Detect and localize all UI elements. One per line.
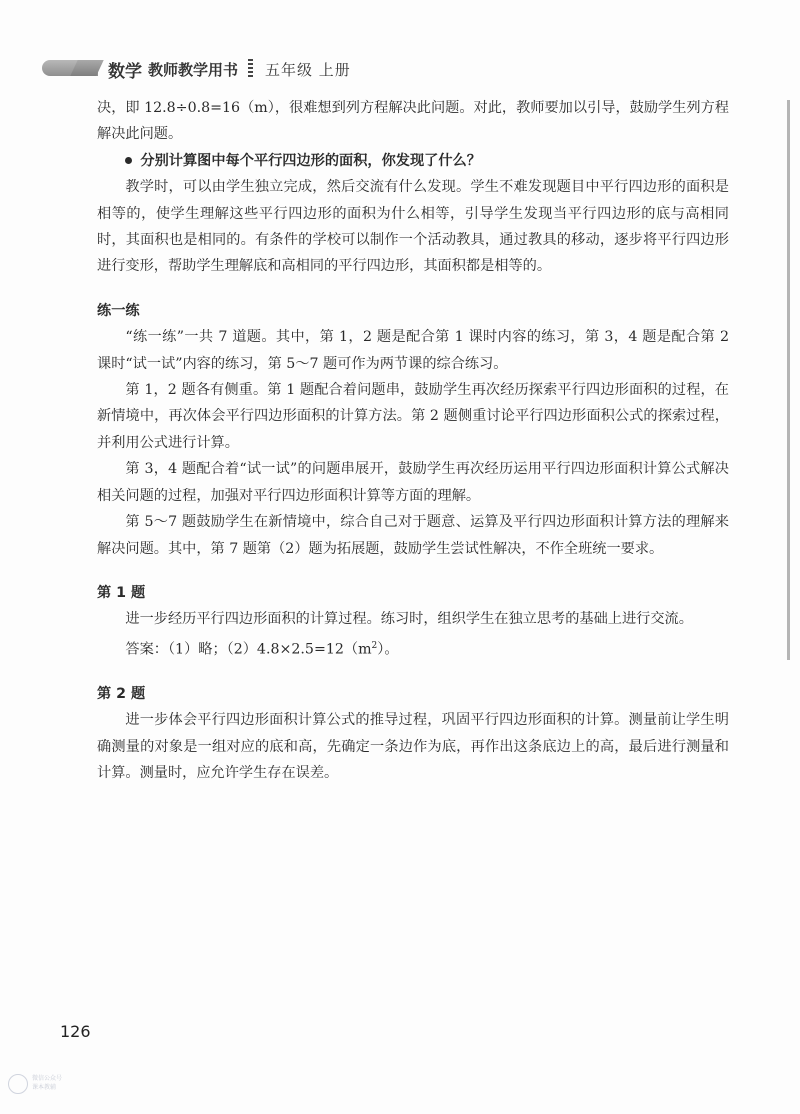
watermark-logo-icon xyxy=(8,1074,28,1094)
paragraph: 决，即 12.8÷0.8=16（m），很难想到列方程解决此问题。对此，教师要加以引导，鼓励学生列方程解决此问题。 xyxy=(97,100,729,143)
answer-text: 答案：（1）略；（2）4.8×2.5=12（m xyxy=(125,641,372,658)
section-heading-question-1: 第 1 题 xyxy=(97,584,146,601)
bullet-text: 分别计算图中每个平行四边形的面积，你发现了什么？ xyxy=(140,152,481,169)
watermark xyxy=(8,1072,88,1102)
watermark-text: 微信公众号 课本教辅 xyxy=(32,1075,63,1091)
running-header xyxy=(108,58,351,80)
page-number: 126 xyxy=(60,1022,91,1041)
answer-suffix: ）。 xyxy=(377,641,399,658)
bullet-icon xyxy=(125,157,132,164)
answer-superscript: 2 xyxy=(371,640,378,651)
header-separator xyxy=(248,59,253,79)
paragraph: 进一步经历平行四边形面积的计算过程。练习时，组织学生在独立思考的基础上进行交流。 xyxy=(125,611,693,628)
margin-rule xyxy=(787,100,790,660)
bullet-question xyxy=(97,148,729,174)
section-heading-practice: 练一练 xyxy=(97,302,140,319)
paragraph: 第 1，2 题各有侧重。第 1 题配合着问题串，鼓励学生再次经历探索平行四边形面积的过程，在新情境中，再次体会平行四边形面积的计算方法。第 2 题侧重讨论平行四边形面积公式的探索过程，并利用公式进行计算。 xyxy=(97,382,729,451)
header-grade: 五年级 上册 xyxy=(265,60,351,79)
header-decoration-cap xyxy=(70,60,103,76)
paragraph: 第 5～7 题鼓励学生在新情境中，综合自己对于题意、运算及平行四边形面积计算方法的理解来解决问题。其中，第 7 题第（2）题为拓展题，鼓励学生尝试性解决，不作全班统一要求。 xyxy=(97,514,729,557)
paragraph: “练一练”一共 7 道题。其中，第 1，2 题是配合第 1 课时内容的练习，第 3，4 题是配合第 2 课时“试一试”内容的练习，第 5～7 题可作为两节课的综合练习。 xyxy=(97,329,729,372)
section-heading-question-2: 第 2 题 xyxy=(97,685,146,702)
page-body xyxy=(97,95,729,786)
answer-line xyxy=(97,633,729,663)
paragraph: 进一步体会平行四边形面积计算公式的推导过程，巩固平行四边形面积的计算。测量前让学生明确测量的对象是一组对应的底和高，先确定一条边作为底，再作出这条底边上的高，最后进行测量和计算。测量时，应允许学生存在误差。 xyxy=(97,712,729,782)
header-book-title: 教师教学用书 xyxy=(148,60,239,79)
paragraph: 第 3，4 题配合着“试一试”的问题串展开，鼓励学生再次经历运用平行四边形面积计算公式解决相关问题的过程，加强对平行四边形面积计算等方面的理解。 xyxy=(97,461,729,504)
paragraph: 教学时，可以由学生独立完成，然后交流有什么发现。学生不难发现题目中平行四边形的面积是相等的，使学生理解这些平行四边形的面积为什么相等，引导学生发现当平行四边形的底与高相同时，其面积也是相同的。有条件的学校可以制作一个活动教具，通过教具的移动，逐步将平行四边形进行变形，帮助学生理解底和高相同的平行四边形，其面积都是相等的。 xyxy=(97,179,729,275)
header-subject: 数学 xyxy=(108,61,142,82)
